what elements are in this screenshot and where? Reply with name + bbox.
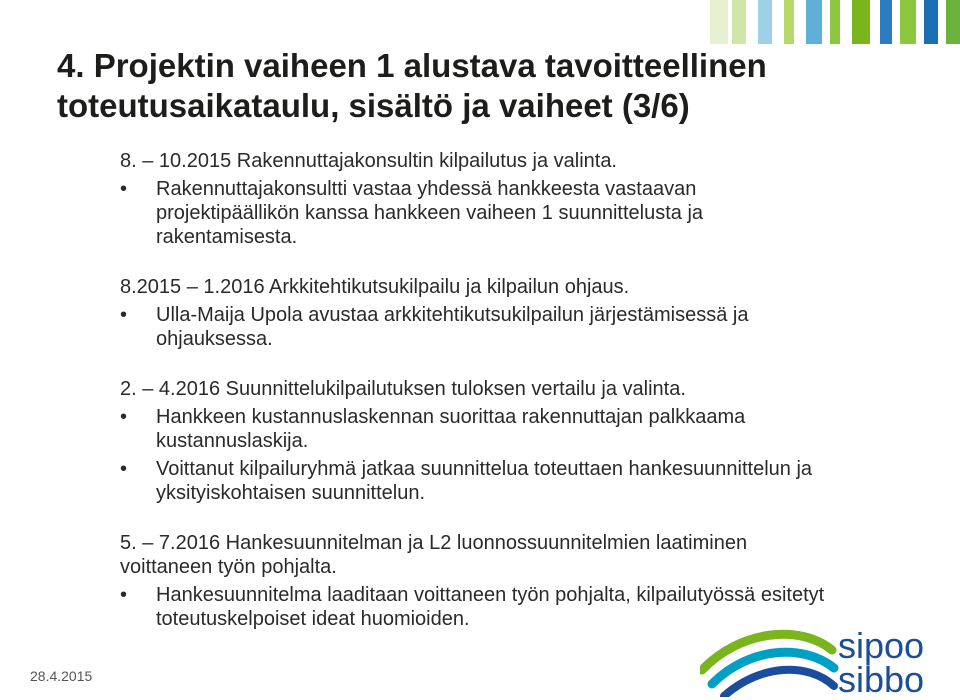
logo-wave-blue: [724, 670, 834, 696]
bullet-dot: •: [120, 458, 128, 480]
bullet-dot: •: [120, 584, 128, 606]
bullet-item: [120, 405, 840, 453]
section-heading: 8. – 10.2015 Rakennuttajakonsultin kilpailutus ja valinta.: [120, 150, 617, 172]
bullet-item: [120, 457, 840, 505]
bullet-text: Hankesuunnitelma laaditaan voittaneen työn pohjalta, kilpailutyössä esitetyt toteutuskelpoiset ideat huomioiden.: [156, 584, 825, 630]
bullet-dot: •: [120, 304, 128, 326]
bullet-text: Ulla-Maija Upola avustaa arkkitehtikutsukilpailun järjestämisessä ja ohjauksessa.: [156, 304, 749, 350]
bullet-item: [120, 303, 840, 351]
logo-text-sibbo: sibbo: [838, 659, 925, 700]
bullet-item: [120, 177, 840, 249]
slide-title-line1: 4. Projektin vaiheen 1 alustava tavoitteellinen: [57, 47, 767, 84]
bullet-text: Hankkeen kustannuslaskennan suorittaa rakennuttajan palkkaama kustannuslaskija.: [156, 406, 746, 452]
section-heading: 2. – 4.2016 Suunnittelukilpailutuksen tuloksen vertailu ja valinta.: [120, 378, 686, 400]
bullet-dot: •: [120, 178, 128, 200]
slide-title: [57, 46, 877, 126]
logo-text-sipoo: sipoo: [838, 625, 925, 666]
section-heading: 8.2015 – 1.2016 Arkkitehtikutsukilpailu ja kilpailun ohjaus.: [120, 276, 630, 298]
section-architecture-competition: [120, 275, 840, 351]
footer-date: 28.4.2015: [30, 668, 93, 684]
section-comparison: [120, 377, 840, 505]
header-stripes: [710, 0, 960, 44]
section-consultant: [120, 149, 840, 249]
slide-content: [120, 149, 840, 657]
bullet-text: Rakennuttajakonsultti vastaa yhdessä hankkeesta vastaavan projektipäällikön kanssa hankkeen vaiheen 1 suunnittelusta ja rakentamisesta.: [156, 178, 704, 248]
slide-title-line2: toteutusaikataulu, sisältö ja vaiheet (3/6): [57, 87, 690, 124]
section-heading: 5. – 7.2016 Hankesuunnitelman ja L2 luonnossuunnitelmien laatiminen voittaneen työn pohjalta.: [120, 532, 748, 578]
bullet-dot: •: [120, 406, 128, 428]
bullet-text: Voittanut kilpailuryhmä jatkaa suunnittelua toteuttaen hankesuunnittelun ja yksityiskohtaisen suunnittelun.: [156, 458, 813, 504]
